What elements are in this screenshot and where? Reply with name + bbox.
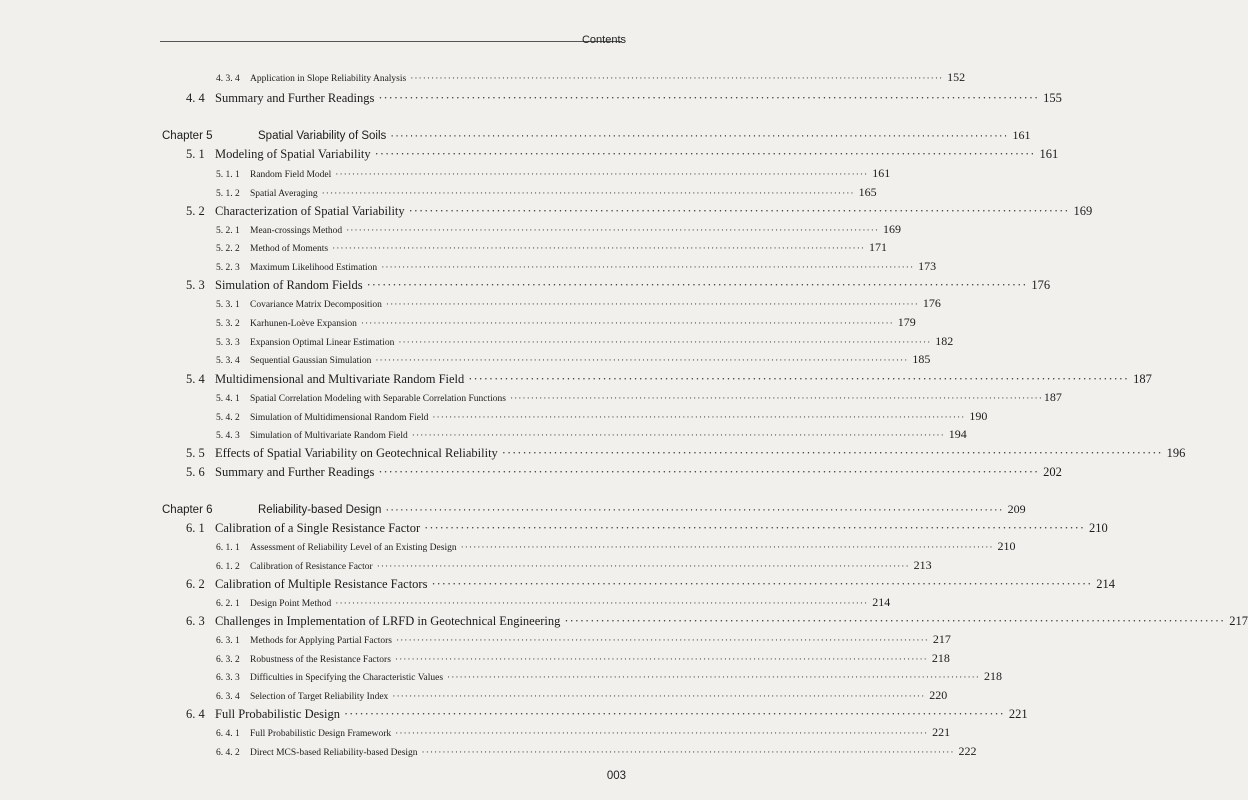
- dot-leader: [385, 504, 1003, 516]
- entry-page-number: 214: [1096, 577, 1116, 591]
- toc-entry-chapter[interactable]: [162, 502, 1026, 517]
- entry-number: 5. 1. 2: [216, 189, 240, 199]
- dot-leader: [409, 204, 1070, 219]
- entry-title: Multidimensional and Multivariate Random Field: [215, 372, 465, 386]
- entry-title: Summary and Further Readings: [215, 465, 375, 479]
- dot-leader: [322, 189, 855, 199]
- entry-title: Robustness of the Resistance Factors: [250, 655, 391, 665]
- entry-number: 5. 2: [186, 204, 205, 218]
- entry-number: 5. 3. 3: [216, 338, 240, 348]
- dot-leader: [422, 748, 955, 758]
- entry-number: 5. 4. 1: [216, 394, 240, 404]
- entry-number: 6. 4. 2: [216, 748, 240, 758]
- entry-page-number: 161: [1039, 147, 1059, 161]
- entry-title: Challenges in Implementation of LRFD in Geotechnical Engineering: [215, 614, 561, 628]
- dot-leader: [375, 356, 908, 366]
- toc-entry-sub[interactable]: [216, 651, 950, 666]
- entry-title: Direct MCS-based Reliability-based Design: [250, 748, 418, 758]
- entry-title: Simulation of Multidimensional Random Field: [250, 413, 429, 423]
- entry-page-number: 161: [872, 166, 891, 180]
- toc-entry-sub[interactable]: [216, 539, 1016, 554]
- entry-page-number: 169: [1073, 204, 1093, 218]
- toc-entry-section[interactable]: [186, 465, 1062, 480]
- entry-number: 5. 3. 2: [216, 319, 240, 329]
- toc-entry-sub[interactable]: [216, 669, 1002, 684]
- toc-entry-section[interactable]: [186, 204, 1093, 219]
- entry-number: 5. 1: [186, 147, 205, 161]
- entry-title: Selection of Target Reliability Index: [250, 692, 389, 702]
- entry-title: Design Point Method: [250, 599, 332, 609]
- dot-leader: [332, 244, 865, 254]
- entry-page-number: 190: [969, 409, 988, 423]
- toc-entry-sub[interactable]: [216, 427, 967, 442]
- toc-entry-section[interactable]: [186, 707, 1028, 722]
- entry-number: 4. 3. 4: [216, 74, 240, 84]
- entry-page-number: 176: [922, 296, 941, 310]
- entry-title: Expansion Optimal Linear Estimation: [250, 338, 395, 348]
- toc-entry-sub[interactable]: [216, 166, 891, 181]
- dot-leader: [395, 655, 928, 665]
- toc-entry-sub[interactable]: [216, 259, 937, 274]
- entry-page-number: 187: [1043, 390, 1062, 404]
- toc-entry-section[interactable]: [186, 614, 1248, 629]
- entry-title: Full Probabilistic Design Framework: [250, 729, 392, 739]
- entry-title: Spatial Correlation Modeling with Separable Correlation Functions: [250, 394, 506, 404]
- toc-entry-sub[interactable]: [216, 688, 948, 703]
- entry-title: Calibration of Resistance Factor: [250, 562, 373, 572]
- entry-page-number: 185: [912, 352, 931, 366]
- dot-leader: [461, 543, 994, 553]
- toc-entry-section[interactable]: [186, 91, 1062, 106]
- entry-page-number: 222: [958, 744, 977, 758]
- entry-title: Simulation of Random Fields: [215, 278, 363, 292]
- entry-number: 6. 3: [186, 614, 205, 628]
- dot-leader: [361, 319, 894, 329]
- entry-page-number: 221: [1008, 707, 1028, 721]
- entry-title: Application in Slope Reliability Analysis: [250, 74, 407, 84]
- entry-title: Karhunen-Loève Expansion: [250, 319, 357, 329]
- entry-title: Reliability-based Design: [258, 504, 382, 516]
- dot-leader: [396, 636, 929, 646]
- entry-title: Maximum Likelihood Estimation: [250, 263, 378, 273]
- toc-entry-chapter[interactable]: [162, 128, 1031, 143]
- dot-leader: [398, 338, 931, 348]
- entry-page-number: 173: [918, 259, 937, 273]
- toc-entry-sub[interactable]: [216, 744, 977, 759]
- entry-number: 6. 4. 1: [216, 729, 240, 739]
- entry-title: Calibration of Multiple Resistance Factors: [215, 577, 428, 591]
- entry-number: 4. 4: [186, 91, 205, 105]
- entry-page-number: 218: [931, 651, 950, 665]
- entry-number: 6. 3. 1: [216, 636, 240, 646]
- entry-title: Characterization of Spatial Variability: [215, 204, 405, 218]
- page-number: 003: [606, 770, 626, 782]
- entry-number: 5. 3: [186, 278, 205, 292]
- dot-leader: [344, 707, 1005, 722]
- entry-page-number: 209: [1007, 502, 1026, 516]
- dot-leader: [335, 170, 868, 180]
- entry-number: 6. 1. 1: [216, 543, 240, 553]
- entry-title: Assessment of Reliability Level of an Existing Design: [250, 543, 457, 553]
- toc-entry-sub[interactable]: [216, 632, 951, 647]
- entry-page-number: 220: [929, 688, 948, 702]
- dot-leader: [412, 431, 945, 441]
- entry-title: Modeling of Spatial Variability: [215, 147, 371, 161]
- entry-number: 5. 4. 3: [216, 431, 240, 441]
- entry-number: 5. 5: [186, 446, 205, 460]
- toc-entry-sub[interactable]: [216, 296, 941, 311]
- toc-entry-section[interactable]: [186, 147, 1059, 162]
- entry-title: Methods for Applying Partial Factors: [250, 636, 392, 646]
- dot-leader: [510, 394, 1043, 404]
- entry-title: Covariance Matrix Decomposition: [250, 300, 382, 310]
- entry-number: 5. 2. 3: [216, 263, 240, 273]
- entry-title: Effects of Spatial Variability on Geotechnical Reliability: [215, 446, 498, 460]
- toc-entry-sub[interactable]: [216, 70, 966, 85]
- entry-number: 6. 2: [186, 577, 205, 591]
- entry-page-number: 187: [1133, 372, 1152, 386]
- dot-leader: [335, 599, 868, 609]
- entry-page-number: 165: [858, 185, 877, 199]
- entry-page-number: 152: [947, 70, 966, 84]
- entry-number: 5. 2. 1: [216, 226, 240, 236]
- entry-number: 6. 2. 1: [216, 599, 240, 609]
- dot-leader: [424, 521, 1085, 536]
- running-head: Contents: [581, 34, 626, 46]
- toc-entry-sub[interactable]: [216, 352, 931, 367]
- entry-page-number: 217: [932, 632, 951, 646]
- dot-leader: [432, 413, 965, 423]
- dot-leader: [346, 226, 879, 236]
- toc-entry-sub[interactable]: [216, 409, 988, 424]
- dot-leader: [468, 372, 1129, 387]
- entry-title: Spatial Variability of Soils: [258, 130, 387, 142]
- toc-entry-sub[interactable]: [216, 725, 951, 740]
- toc-entry-sub[interactable]: [216, 334, 954, 349]
- entry-number: 5. 3. 1: [216, 300, 240, 310]
- entry-number: 6. 3. 4: [216, 692, 240, 702]
- dot-leader: [431, 577, 1092, 592]
- entry-page-number: 218: [983, 669, 1002, 683]
- toc-entry-sub[interactable]: [216, 185, 877, 200]
- entry-title: Random Field Model: [250, 170, 332, 180]
- dot-leader: [447, 673, 980, 683]
- dot-leader: [395, 729, 928, 739]
- dot-leader: [377, 562, 910, 572]
- entry-title: Full Probabilistic Design: [215, 707, 340, 721]
- dot-leader: [375, 147, 1036, 162]
- entry-number: 6. 3. 3: [216, 673, 240, 683]
- toc-entry-section[interactable]: [186, 521, 1108, 536]
- toc-entry-sub[interactable]: [216, 595, 891, 610]
- dot-leader: [386, 300, 919, 310]
- entry-page-number: 196: [1166, 446, 1186, 460]
- entry-title: Spatial Averaging: [250, 189, 318, 199]
- entry-title: Summary and Further Readings: [215, 91, 375, 105]
- entry-page-number: 194: [948, 427, 967, 441]
- dot-leader: [410, 74, 943, 84]
- entry-page-number: 169: [883, 222, 902, 236]
- entry-number: 6. 3. 2: [216, 655, 240, 665]
- toc-entry-sub[interactable]: [216, 315, 916, 330]
- toc-entry-sub[interactable]: [216, 390, 1062, 405]
- entry-page-number: 221: [932, 725, 951, 739]
- entry-title: Method of Moments: [250, 244, 329, 254]
- toc-entry-section[interactable]: [186, 372, 1152, 387]
- entry-page-number: 155: [1043, 91, 1062, 105]
- toc-entry-sub[interactable]: [216, 222, 902, 237]
- dot-leader: [564, 614, 1225, 629]
- entry-title: Sequential Gaussian Simulation: [250, 356, 372, 366]
- toc-entry-section[interactable]: [186, 577, 1116, 592]
- entry-page-number: 176: [1031, 278, 1051, 292]
- entry-title: Calibration of a Single Resistance Factor: [215, 521, 421, 535]
- entry-title: Mean-crossings Method: [250, 226, 343, 236]
- entry-number: 5. 4. 2: [216, 413, 240, 423]
- entry-number: 5. 3. 4: [216, 356, 240, 366]
- dot-leader: [502, 446, 1163, 461]
- entry-number: 5. 2. 2: [216, 244, 240, 254]
- dot-leader: [392, 692, 925, 702]
- dot-leader: [378, 465, 1039, 480]
- entry-number: 6. 1. 2: [216, 562, 240, 572]
- entry-number: Chapter 6: [162, 504, 213, 516]
- entry-page-number: 202: [1043, 465, 1062, 479]
- header-rule: [160, 41, 622, 42]
- entry-page-number: 171: [869, 240, 888, 254]
- entry-number: 5. 4: [186, 372, 205, 386]
- entry-page-number: 161: [1012, 128, 1031, 142]
- entry-page-number: 182: [935, 334, 954, 348]
- toc-entry-sub[interactable]: [216, 558, 932, 573]
- entry-number: 6. 1: [186, 521, 205, 535]
- entry-page-number: 214: [872, 595, 891, 609]
- entry-title: Difficulties in Specifying the Characteristic Values: [250, 673, 444, 683]
- dot-leader: [390, 130, 1008, 142]
- entry-number: 5. 6: [186, 465, 205, 479]
- entry-page-number: 213: [913, 558, 932, 572]
- entry-number: 5. 1. 1: [216, 170, 240, 180]
- entry-page-number: 210: [997, 539, 1016, 553]
- entry-page-number: 217: [1229, 614, 1248, 628]
- entry-page-number: 179: [897, 315, 916, 329]
- toc-entry-sub[interactable]: [216, 240, 888, 255]
- entry-page-number: 210: [1088, 521, 1108, 535]
- toc-entry-section[interactable]: [186, 446, 1186, 461]
- toc-entry-section[interactable]: [186, 278, 1051, 293]
- entry-number: Chapter 5: [162, 130, 213, 142]
- entry-number: 6. 4: [186, 707, 205, 721]
- entry-title: Simulation of Multivariate Random Field: [250, 431, 408, 441]
- dot-leader: [367, 278, 1028, 293]
- dot-leader: [381, 263, 914, 273]
- dot-leader: [378, 91, 1039, 106]
